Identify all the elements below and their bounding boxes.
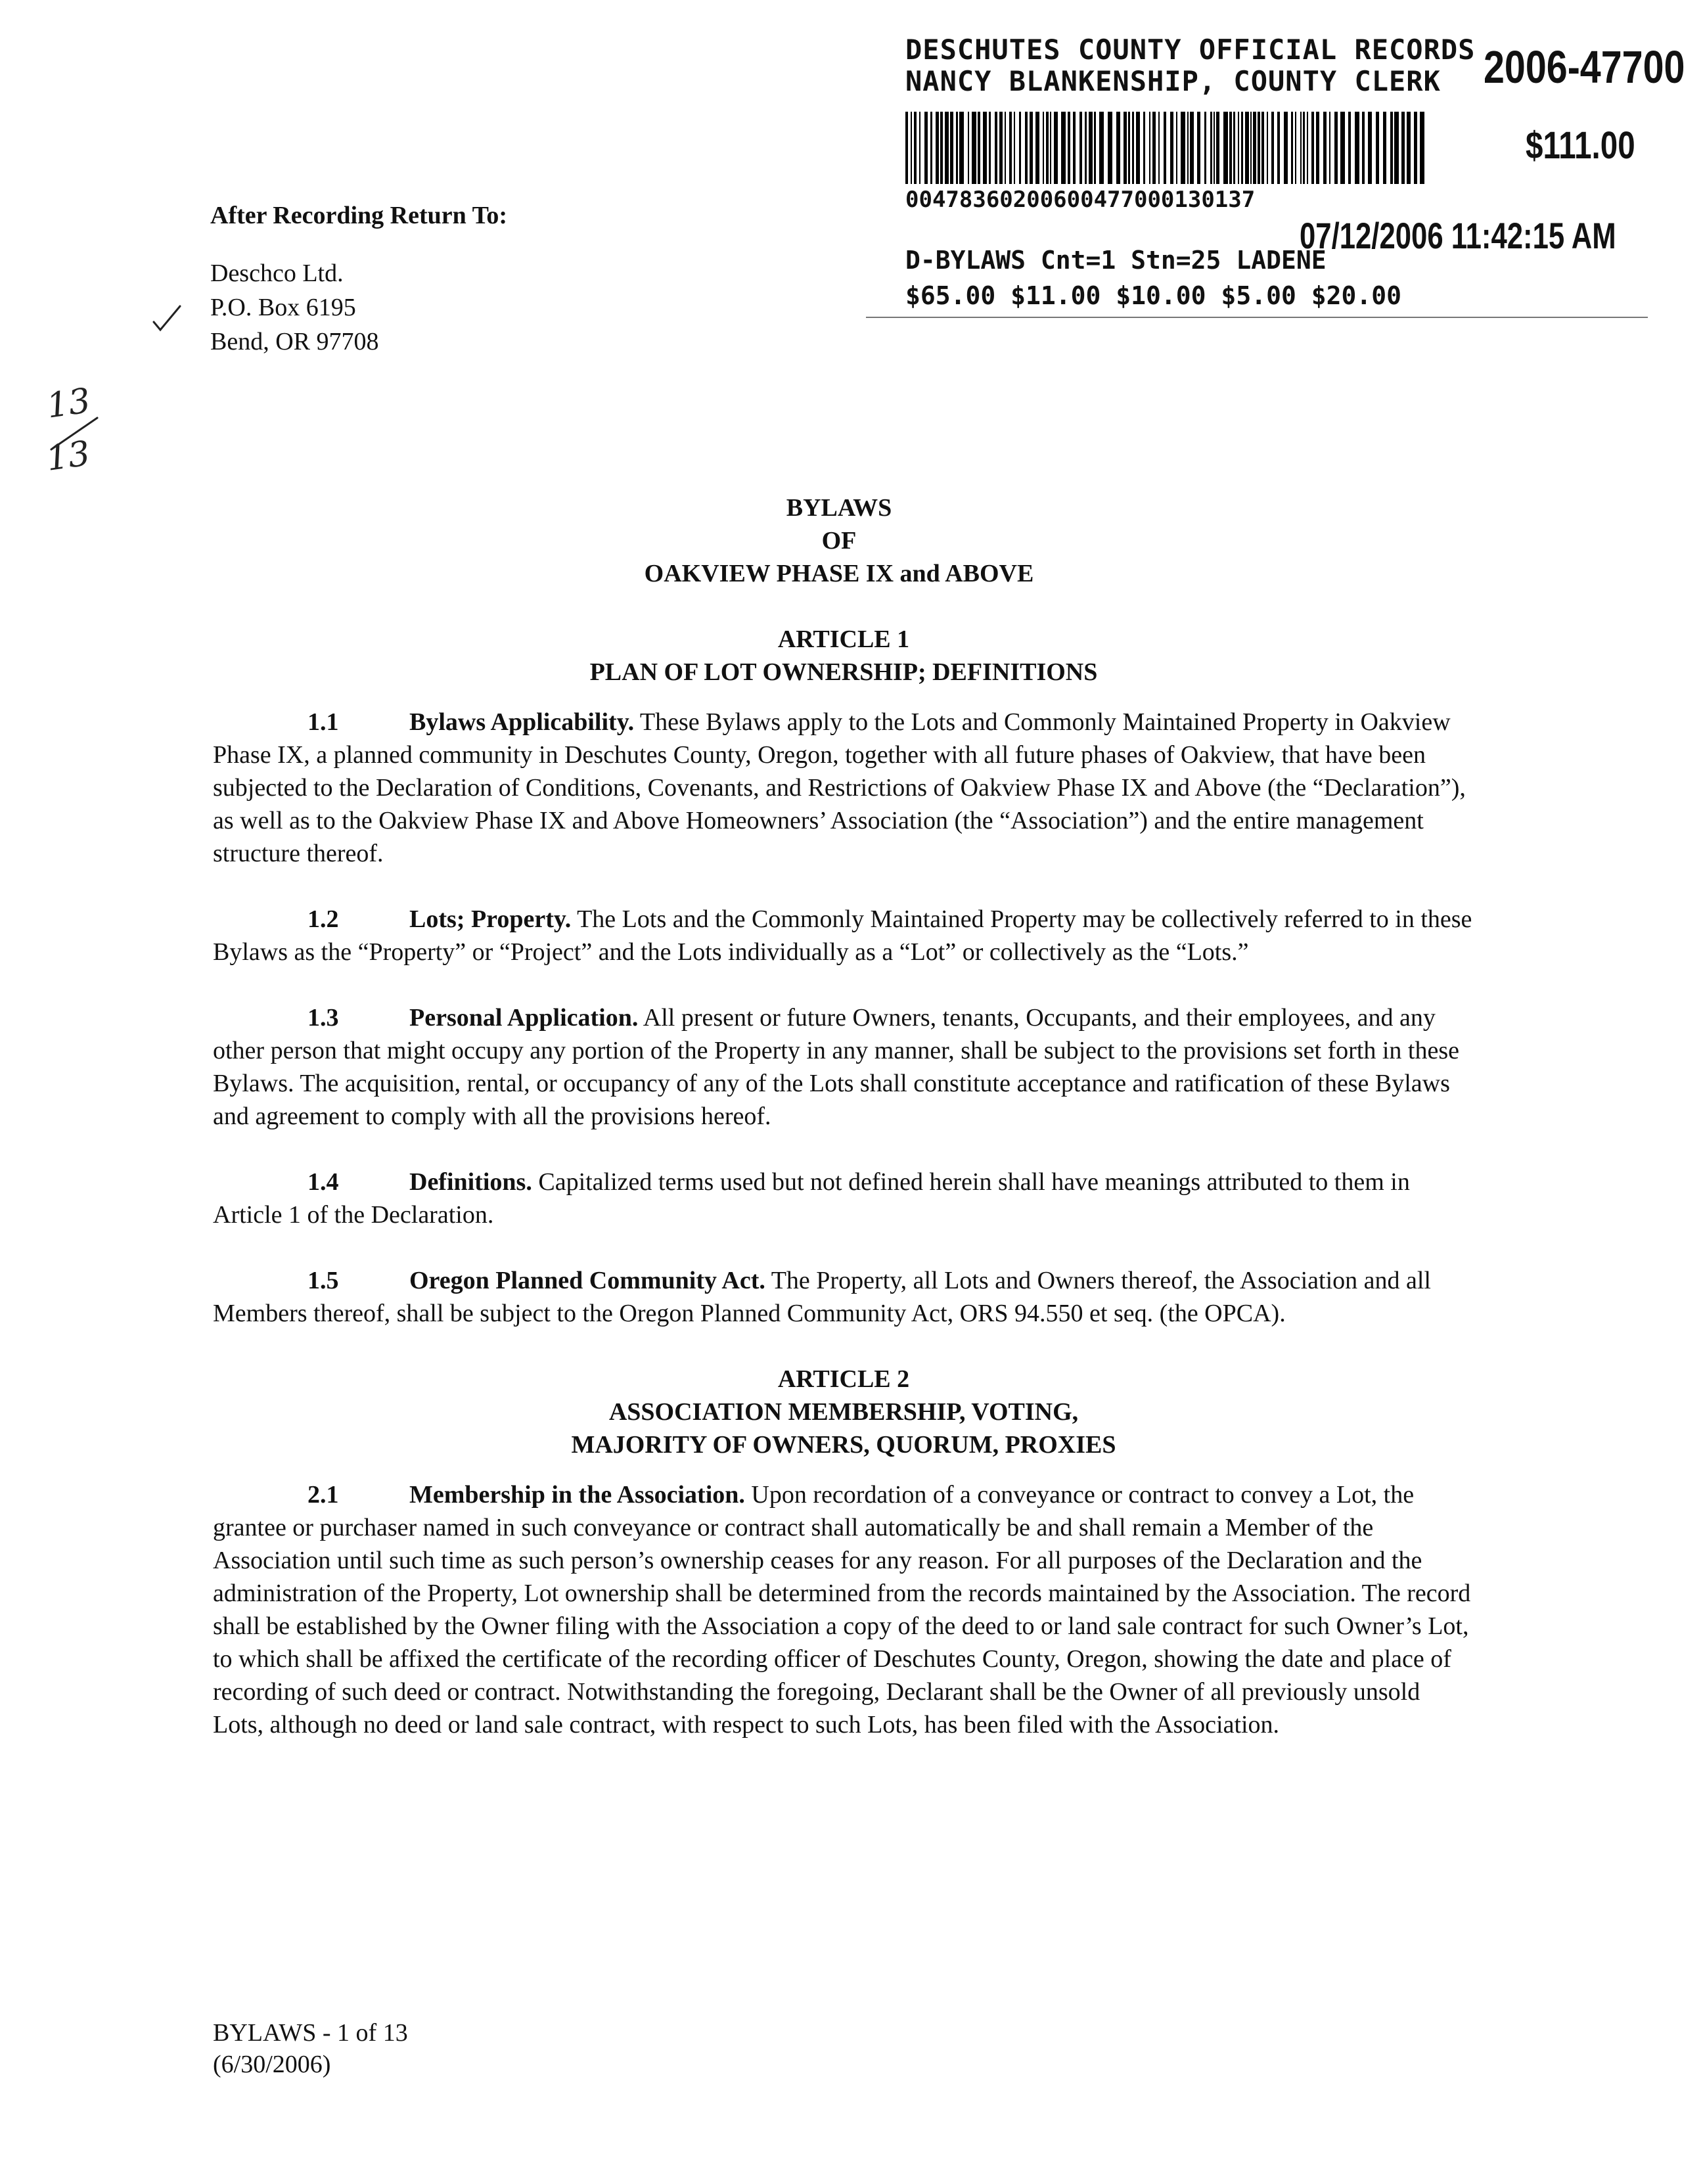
barcode-bar — [1277, 112, 1280, 184]
barcode-bar — [1132, 112, 1134, 184]
title-line-1: BYLAWS — [786, 494, 892, 522]
barcode-bar — [989, 112, 991, 184]
barcode-bar — [914, 112, 917, 184]
article-2-heading — [213, 1363, 1474, 1461]
barcode-bar — [1009, 112, 1012, 184]
section-heading: Personal Application. — [409, 1004, 639, 1032]
barcode-bar — [1323, 112, 1327, 184]
section-heading: Oregon Planned Community Act. — [409, 1267, 765, 1294]
barcode-bar — [1068, 112, 1070, 184]
section-heading: Membership in the Association. — [409, 1481, 745, 1509]
section-text: These Bylaws apply to the Lots and Commonly Maintained Property in Oakview Phase IX, a planned community in Deschutes County, Oregon, together with all future phases of Oakview, that have been subjected to the Declaration of Conditions, Covenants, and Restrictions of Oakview Phase IX and Above (the “Declaration”), as well as to the Oakview Phase IX and Above Homeowners’ Association (the “Association”) and the entire management structure thereof. — [213, 708, 1466, 867]
barcode-bar — [1025, 112, 1028, 184]
barcode-bar — [1329, 112, 1330, 184]
title-line-2: OF — [821, 527, 857, 555]
section-text: Capitalized terms used but not defined herein shall have meanings attributed to them in Article 1 of the Declaration. — [213, 1168, 1410, 1229]
barcode-bar — [978, 112, 980, 184]
article-1-title: PLAN OF LOT OWNERSHIP; DEFINITIONS — [589, 658, 1098, 686]
section-text: All present or future Owners, tenants, Occupants, and their employees, and any other person that might occupy any portion of the Property in any manner, shall be subject to the provisions set forth in these Bylaws. The acquisition, rental, or occupancy of any of the Lots shall constitute acceptance and ratification of these Bylaws and agreement to comply with all the provisions hereof. — [213, 1004, 1460, 1130]
section-number: 1.5 — [307, 1267, 339, 1294]
section-number: 1.3 — [307, 1004, 339, 1032]
barcode-bar — [1136, 112, 1140, 184]
barcode-bar — [1030, 112, 1033, 184]
section-heading: Definitions. — [409, 1168, 532, 1196]
fees-line: $65.00 $11.00 $10.00 $5.00 $20.00 — [905, 281, 1401, 310]
barcode-bar — [995, 112, 997, 184]
article-2-title-line-2: MAJORITY OF OWNERS, QUORUM, PROXIES — [571, 1431, 1116, 1459]
barcode-bar — [1334, 112, 1338, 184]
barcode-bar — [1355, 112, 1359, 184]
barcode-icon — [905, 112, 1426, 184]
barcode-bar — [1108, 112, 1112, 184]
return-line-po-box: P.O. Box 6195 — [210, 294, 356, 321]
barcode-bar — [919, 112, 920, 184]
section-number: 1.1 — [307, 708, 339, 736]
barcode-bar — [1216, 112, 1219, 184]
footer-page-number: BYLAWS - 1 of 13 — [213, 2019, 408, 2047]
barcode-bar — [905, 112, 908, 184]
barcode-bar — [959, 112, 964, 184]
barcode-bar — [1170, 112, 1173, 184]
barcode-bar — [1043, 112, 1044, 184]
section-text: Upon recordation of a conveyance or contract to convey a Lot, the grantee or purchaser named in such conveyance or contract shall automatically be and shall remain a Member of the Association until such time as such person’s ownership ceases for any reason. For all purposes of the Declaration and the administration of the Property, Lot ownership shall be determined from the records maintained by the Association. The record shall be established by the Owner filing with the Association a copy of the deed to or land sale contract for such Owner’s Lot, to which shall be affixed the certificate of the recording officer of Deschutes County, Oregon, showing the date and place of recording of such deed or contract. Notwithstanding the foregoing, Declarant shall be the Owner of all previously unsold Lots, although no deed or land sale contract, with respect to such Lots, has been filed with the Association. — [213, 1481, 1471, 1739]
recording-stamp — [905, 34, 1476, 97]
article-1-number: ARTICLE 1 — [777, 626, 910, 653]
barcode-bar — [1401, 112, 1405, 184]
barcode-bar — [1394, 112, 1399, 184]
barcode-bar — [1124, 112, 1127, 184]
section-heading: Lots; Property. — [409, 905, 572, 933]
barcode-bar — [1420, 112, 1424, 184]
barcode-bar — [1267, 112, 1268, 184]
barcode-bar — [1253, 112, 1256, 184]
barcode-bar — [945, 112, 949, 184]
section-number: 1.2 — [307, 905, 339, 933]
section-1-5 — [213, 1264, 1474, 1330]
barcode-bar — [1340, 112, 1345, 184]
barcode-bar — [1176, 112, 1177, 184]
barcode-bar — [1414, 112, 1417, 184]
document-type-line: D-BYLAWS Cnt=1 Stn=25 LADENE — [905, 246, 1327, 275]
barcode-bar — [1073, 112, 1076, 184]
barcode-bar — [1190, 112, 1194, 184]
barcode-bar — [1061, 112, 1066, 184]
return-title: After Recording Return To: — [210, 202, 508, 229]
barcode-bar — [1348, 112, 1351, 184]
barcode-bar — [1390, 112, 1393, 184]
barcode-bar — [1316, 112, 1319, 184]
page-footer — [213, 2017, 408, 2080]
barcode-bar — [1210, 112, 1212, 184]
barcode-bar — [940, 112, 943, 184]
barcode-bar — [950, 112, 953, 184]
barcode-bar — [911, 112, 912, 184]
title-line-3: OAKVIEW PHASE IX and ABOVE — [644, 560, 1034, 587]
barcode-bar — [924, 112, 928, 184]
barcode-bar — [1116, 112, 1120, 184]
barcode-bar — [1241, 112, 1243, 184]
barcode-bar — [999, 112, 1003, 184]
section-2-1 — [213, 1478, 1474, 1741]
section-1-2 — [213, 903, 1474, 968]
article-2-number: ARTICLE 2 — [777, 1365, 910, 1393]
return-line-company: Deschco Ltd. — [210, 260, 344, 287]
barcode-bar — [1233, 112, 1235, 184]
barcode-bar — [1099, 112, 1104, 184]
footer-date: (6/30/2006) — [213, 2051, 331, 2078]
barcode-bar — [1085, 112, 1087, 184]
barcode-bar — [1245, 112, 1249, 184]
barcode-bar — [1035, 112, 1039, 184]
barcode-bar — [1149, 112, 1150, 184]
barcode-bar — [1300, 112, 1302, 184]
section-heading: Bylaws Applicability. — [409, 708, 635, 736]
barcode-bar — [1094, 112, 1096, 184]
barcode-bar — [1089, 112, 1093, 184]
barcode-bar — [1005, 112, 1006, 184]
barcode-bar — [1019, 112, 1021, 184]
barcode-bar — [1143, 112, 1145, 184]
barcode-bar — [1383, 112, 1386, 184]
barcode-bar — [1238, 112, 1239, 184]
checkmark-icon — [151, 302, 184, 335]
barcode-bar — [1261, 112, 1264, 184]
barcode-bar — [1181, 112, 1185, 184]
barcode-bar — [1079, 112, 1082, 184]
barcode-bar — [1311, 112, 1314, 184]
recording-number: 2006-47700 — [1484, 41, 1685, 93]
barcode-bar — [1128, 112, 1130, 184]
section-text: The Lots and the Commonly Maintained Property may be collectively referred to in these Bylaws as the “Property” or “Project” and the Lots individually as a “Lot” or collectively as the “Lots.” — [213, 905, 1472, 966]
barcode-bar — [1376, 112, 1379, 184]
barcode-bar — [1050, 112, 1051, 184]
barcode-bar — [1187, 112, 1189, 184]
barcode-bar — [983, 112, 987, 184]
barcode-bar — [1014, 112, 1015, 184]
barcode-bar — [1291, 112, 1293, 184]
return-address-block — [210, 201, 507, 359]
barcode-bar — [1229, 112, 1232, 184]
barcode-bar — [968, 112, 969, 184]
barcode-bar — [1271, 112, 1274, 184]
section-number: 1.4 — [307, 1168, 339, 1196]
article-2-title-line-1: ASSOCIATION MEMBERSHIP, VOTING, — [608, 1398, 1079, 1426]
barcode-bar — [936, 112, 939, 184]
return-line-city: Bend, OR 97708 — [210, 328, 379, 355]
barcode-bar — [1250, 112, 1252, 184]
section-1-1 — [213, 706, 1474, 870]
barcode-bar — [1295, 112, 1296, 184]
article-1-heading — [213, 623, 1474, 689]
handwritten-page-count — [39, 381, 112, 480]
stamp-county-records: DESCHUTES COUNTY OFFICIAL RECORDS — [905, 34, 1476, 66]
barcode-bar — [1164, 112, 1166, 184]
barcode-bar — [1214, 112, 1215, 184]
barcode-bar — [1197, 112, 1200, 184]
section-1-4 — [213, 1166, 1474, 1231]
section-1-3 — [213, 1001, 1474, 1133]
barcode-bar — [1407, 112, 1411, 184]
barcode-number: 00478360200600477000130137 — [905, 187, 1256, 213]
barcode-bar — [1307, 112, 1308, 184]
barcode-bar — [1368, 112, 1372, 184]
recording-date-time: 07/12/2006 11:42:15 AM — [1300, 215, 1616, 256]
barcode-bar — [1046, 112, 1049, 184]
stamp-county-clerk: NANCY BLANKENSHIP, COUNTY CLERK — [905, 65, 1441, 97]
barcode-bar — [1284, 112, 1288, 184]
barcode-bar — [1303, 112, 1305, 184]
barcode-bar — [1158, 112, 1160, 184]
section-number: 2.1 — [307, 1481, 339, 1509]
barcode-bar — [1223, 112, 1228, 184]
barcode-bar — [956, 112, 958, 184]
barcode-bar — [1152, 112, 1156, 184]
barcode-bar — [1054, 112, 1058, 184]
handwritten-fraction-bottom: 13 — [43, 434, 93, 479]
recording-fee-total: $111.00 — [1526, 124, 1635, 167]
barcode-bar — [972, 112, 976, 184]
barcode-bar — [1204, 112, 1206, 184]
barcode-bar — [1362, 112, 1365, 184]
barcode-bar — [1258, 112, 1260, 184]
stamp-divider — [866, 317, 1648, 318]
section-text: The Property, all Lots and Owners thereof, the Association and all Members thereof, shall be subject to the Oregon Planned Community Act, ORS 94.550 et seq. (the OPCA). — [213, 1267, 1431, 1327]
document-title — [204, 491, 1474, 590]
barcode-bar — [930, 112, 932, 184]
handwritten-fraction-top: 13 — [44, 381, 93, 426]
document-body — [213, 491, 1474, 1774]
